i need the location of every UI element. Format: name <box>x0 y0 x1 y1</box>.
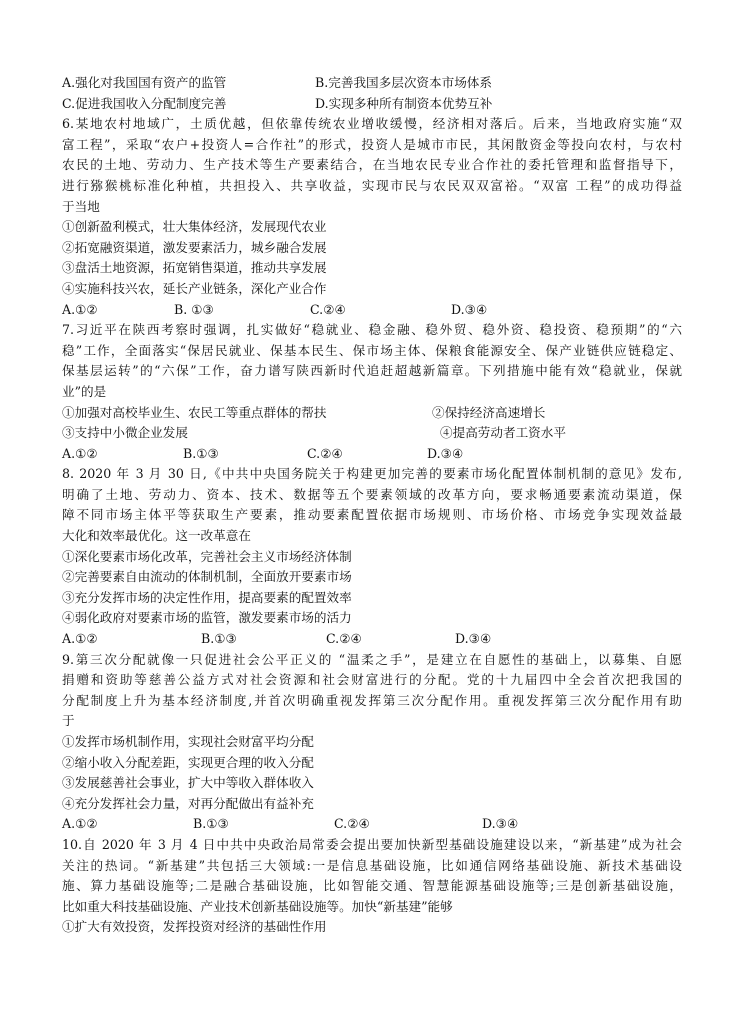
option-c: C.促进我国收入分配制度完善 <box>62 95 227 111</box>
answer-option-d: D.③④ <box>451 301 488 317</box>
answer-options <box>62 629 682 650</box>
answer-options <box>62 814 682 835</box>
statement-item: ①创新盈利模式，壮大集体经济，发展现代农业 <box>62 219 327 235</box>
option-a: A.强化对我国国有资产的监管 <box>62 75 227 90</box>
statement-item: ④实施科技兴农，延长产业链条，深化产业合作 <box>62 280 327 296</box>
statement-item: ④弱化政府对要素市场的监管，激发要素市场的活力 <box>62 610 352 626</box>
answer-option-b: B.①③ <box>183 445 219 461</box>
statement-item: ①扩大有效投资，发挥投资对经济的基础性作用 <box>62 919 327 935</box>
prev-options-row-2 <box>62 94 682 115</box>
answer-options <box>62 300 682 321</box>
statement-item: ②完善要素自由流动的体制机制，全面放开要素市场 <box>62 569 352 585</box>
question-stem-line: 关注的热词。“新基建”共包括三大领域:一是信息基础设施，比如通信网络基础设施、新技术基础设 <box>62 857 682 873</box>
question-stem-line: 农民的土地、劳动力、生产技术等生产要素结合，在当地农民专业合作社的委托管理和监督指导下， <box>62 157 682 173</box>
question-stem-line: 于 <box>62 713 75 729</box>
question-stem-line: 9.第三次分配就像一只促进社会公平正义的 “温柔之手”，是建立在自愿性的基础上，以募集、自愿 <box>62 651 682 667</box>
question-6 <box>62 114 682 320</box>
question-stem-line: 比如重大科技基础设施、产业技术创新基础设施等。加快“新基建”能够 <box>62 898 453 914</box>
question-stem-line: 明确了土地、劳动力、资本、技术、数据等五个要素领域的改革方向，要求畅通要素流动渠道，保 <box>62 486 682 502</box>
answer-option-b: B.①③ <box>193 816 229 832</box>
statement-item: ②缩小收入分配差距，实现更合理的收入分配 <box>62 754 314 770</box>
answer-option-a: A.①② <box>62 816 98 832</box>
question-stem-line: 6.某地农村地域广，土质优越，但依靠传统农业增收缓慢，经济相对落后。后来，当地政府实施“双 <box>62 116 682 132</box>
answer-option-d: D.③④ <box>455 631 492 647</box>
statement-item: ①深化要素市场化改革，完善社会主义市场经济体制 <box>62 548 352 564</box>
question-stem-line: 分配制度上升为基本经济制度,并首次明确重视发挥第三次分配作用。重视发挥第三次分配作用有助 <box>62 692 682 708</box>
answer-option-c: C.②④ <box>310 301 346 317</box>
question-stem-line: 业”的是 <box>62 383 107 399</box>
option-d: D.实现多种所有制资本优势互补 <box>315 95 493 111</box>
answer-option-c: C.②④ <box>334 816 370 832</box>
question-stem-line: 捐赠和资助等慈善公益方式对社会资源和社会财富进行的分配。党的十九届四中全会首次把我国的 <box>62 672 682 688</box>
statement-row <box>62 403 682 424</box>
statement-item: ③发展慈善社会事业，扩大中等收入群体收入 <box>62 775 314 791</box>
answer-option-b: B. ①③ <box>174 301 214 317</box>
statement-item: ③充分发挥市场的决定性作用，提高要素的配置效率 <box>62 589 352 605</box>
statement-item: ②拓宽融资渠道，激发要素活力，城乡融合发展 <box>62 239 327 255</box>
answer-option-c: C.②④ <box>307 445 343 461</box>
statement-item: ①发挥市场机制作用，实现社会财富平均分配 <box>62 734 314 749</box>
answer-options <box>62 444 682 465</box>
question-stem-line: 富工程”，采取“农户+投资人=合作社”的形式，投资人是城市市民，其闲散资金等投向农村，与农村 <box>62 136 682 152</box>
statement-item: ④充分发挥社会力量，对再分配做出有益补充 <box>62 795 314 811</box>
statement-item: ④提高劳动者工资水平 <box>440 425 566 441</box>
question-stem-line: 施、算力基础设施等;二是融合基础设施，比如智能交通、智慧能源基础设施等;三是创新基础设施， <box>62 878 682 894</box>
question-stem-line: 8. 2020 年 3 月 30 日,《中共中央国务院关于构建更加完善的要素市场化配置体制机制的意见》发布, <box>62 466 682 482</box>
answer-option-c: C.②④ <box>326 631 362 647</box>
question-stem-line: 大化和效率最优化。这一改革意在 <box>62 528 251 544</box>
question-9 <box>62 650 682 835</box>
exam-content <box>62 73 682 938</box>
answer-option-d: D.③④ <box>482 816 519 832</box>
answer-option-a: A.①② <box>62 445 98 461</box>
question-stem-line: 障不同市场主体平等获取生产要素，推动要素配置依据市场规则、市场价格、市场竞争实现效益最 <box>62 507 682 523</box>
answer-option-a: A.①② <box>62 301 98 317</box>
question-stem-line: 稳”工作，全面落实“保居民就业、保基本民生、保市场主体、保粮食能源安全、保产业链供应链稳定、 <box>62 342 682 358</box>
statement-row <box>62 423 682 444</box>
prev-options-row-1 <box>62 73 682 94</box>
option-b: B.完善我国多层次资本市场体系 <box>315 75 492 90</box>
question-stem-line: 保基层运转”的“六保”工作，奋力谱写陕西新时代追赶超越新篇章。下列措施中能有效“稳就业，保就 <box>62 363 682 379</box>
question-stem-line: 于当地 <box>62 198 100 214</box>
question-stem-line: 7.习近平在陕西考察时强调，扎实做好“稳就业、稳金融、稳外贸、稳外资、稳投资、稳预期”的“六 <box>62 322 682 338</box>
question-stem-line: 进行猕猴桃标准化种植，共担投入、共享收益，实现市民与农民双双富裕。“双富 工程”的成功得益 <box>62 177 682 193</box>
answer-option-a: A.①② <box>62 631 98 647</box>
statement-item: ③支持中小微企业发展 <box>62 425 188 441</box>
statement-item: ①加强对高校毕业生、农民工等重点群体的帮扶 <box>62 404 327 420</box>
statement-item: ②保持经济高速增长 <box>432 404 546 420</box>
statement-item: ③盘活土地资源，拓宽销售渠道，推动共享发展 <box>62 260 327 276</box>
question-10 <box>62 835 682 938</box>
question-8 <box>62 464 682 649</box>
answer-option-b: B.①③ <box>201 631 237 647</box>
answer-option-d: D.③④ <box>427 445 464 461</box>
question-7 <box>62 320 682 464</box>
question-stem-line: 10.自 2020 年 3 月 4 日中共中央政治局常委会提出要加快新型基础设施建设以来，“新基建”成为社会 <box>62 836 682 852</box>
